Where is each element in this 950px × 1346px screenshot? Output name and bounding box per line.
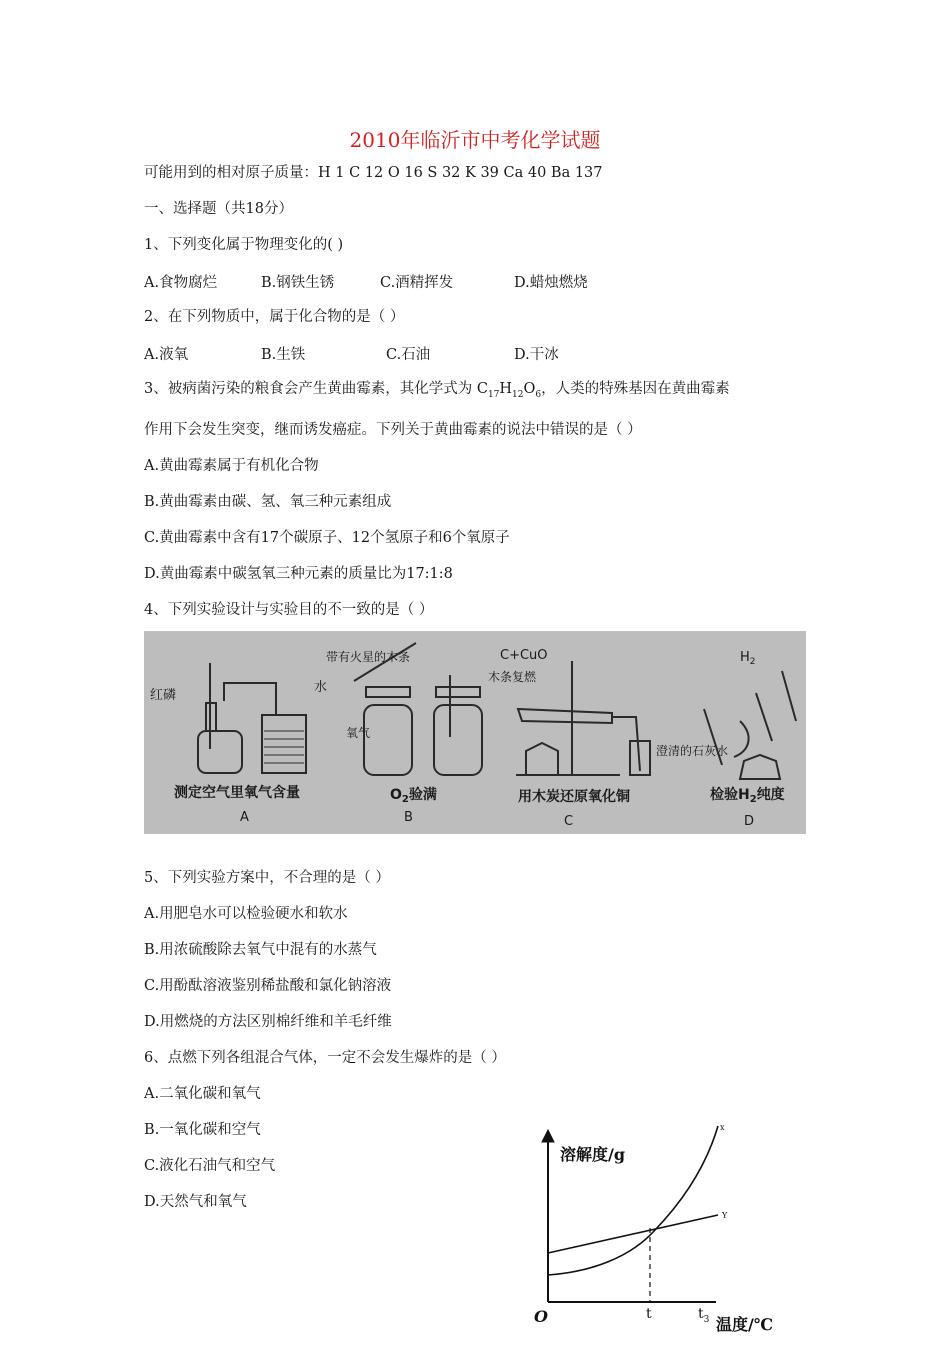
caption-a: 测定空气里氧气含量 xyxy=(174,785,300,801)
y-axis-arrow xyxy=(542,1130,554,1142)
solubility-graph-svg xyxy=(530,1120,800,1342)
graph-tick-t3 xyxy=(698,1306,710,1325)
experiment-illustration xyxy=(144,631,806,834)
q3-option-b: B.黄曲霉素由碳、氢、氧三种元素组成 xyxy=(144,494,392,510)
q5-option-c: C.用酚酞溶液鉴别稀盐酸和氯化钠溶液 xyxy=(144,978,392,994)
label-c-cuo: C+CuO xyxy=(500,648,548,663)
section-heading: 一、选择题（共18分） xyxy=(144,201,293,217)
graph-ylabel: 溶解度/g xyxy=(560,1145,626,1164)
label-limewater: 澄清的石灰水 xyxy=(656,744,729,758)
graph-tick-t3-sub: 3 xyxy=(703,1315,710,1325)
q1-option-b: B.钢铁生锈 xyxy=(261,275,335,291)
page-title: 2010年临沂市中考化学试题 xyxy=(349,128,601,152)
q2-option-a: A.液氧 xyxy=(144,347,189,363)
q6-option-d: D.天然气和氧气 xyxy=(144,1194,247,1210)
q4-stem: 4、下列实验设计与实验目的不一致的是（ ） xyxy=(144,602,434,618)
q3-sub-c: 17 xyxy=(487,389,500,400)
q2-option-b: B.生铁 xyxy=(261,347,306,363)
label-red-phosphorus: 红磷 xyxy=(150,688,177,703)
q3-option-c: C.黄曲霉素中含有17个碳原子、12个氢原子和6个氧原子 xyxy=(144,530,510,546)
q3-option-d: D.黄曲霉素中碳氢氧三种元素的质量比为17:1:8 xyxy=(144,566,453,582)
label-h2-sub: 2 xyxy=(749,657,756,667)
curve-y xyxy=(548,1215,718,1253)
q5-option-b: B.用浓硫酸除去氧气中混有的水蒸气 xyxy=(144,942,377,958)
atomic-masses: 可能用到的相对原子质量：H 1 C 12 O 16 S 32 K 39 Ca 40 Ba 137 xyxy=(144,165,603,181)
q3-stem-line1 xyxy=(144,379,730,405)
label-water: 水 xyxy=(314,680,328,695)
graph-origin: O xyxy=(534,1307,548,1326)
graph-xlabel: 温度/℃ xyxy=(716,1315,774,1334)
q6-stem: 6、点燃下列各组混合气体，一定不会发生爆炸的是（ ） xyxy=(144,1050,506,1066)
graph-tick-t: t xyxy=(646,1306,652,1322)
caption-b-pre: O xyxy=(390,787,402,803)
label-oxygen: 氧气 xyxy=(346,726,371,740)
caption-b-sub: 2 xyxy=(401,794,409,805)
q3-stem-post: ，人类的特殊基因在黄曲霉素 xyxy=(541,381,730,397)
letter-b: B xyxy=(404,810,413,825)
q2-stem: 2、在下列物质中，属于化合物的是（ ） xyxy=(144,309,405,325)
q5-stem: 5、下列实验方案中，不合理的是（ ） xyxy=(144,870,390,886)
q2-option-c: C.石油 xyxy=(386,347,431,363)
caption-b-post: 验满 xyxy=(408,787,437,803)
q6-option-b: B.一氧化碳和空气 xyxy=(144,1122,261,1138)
caption-d-pre: 检验H xyxy=(710,787,750,803)
q3-o: O xyxy=(523,381,536,397)
q1-stem: 1、下列变化属于物理变化的( ) xyxy=(144,237,344,253)
q3-option-a: A.黄曲霉素属于有机化合物 xyxy=(144,458,319,474)
graph-series-y: Y xyxy=(722,1211,728,1220)
q1-option-d: D.蜡烛燃烧 xyxy=(514,275,588,291)
caption-d-post: 纯度 xyxy=(756,787,785,803)
q3-sub-o: 6 xyxy=(535,389,542,400)
q2-options xyxy=(144,343,804,363)
q1-option-a: A.食物腐烂 xyxy=(144,275,218,291)
graph-series-x: x xyxy=(720,1123,725,1132)
q6-option-a: A.二氧化碳和氧气 xyxy=(144,1086,261,1102)
graph-tick-t3-main: t xyxy=(698,1306,704,1322)
label-splint: 带有火星的木条 xyxy=(326,650,411,664)
letter-a: A xyxy=(240,810,249,825)
letter-d: D xyxy=(744,814,755,829)
label-h2-pre: H xyxy=(740,650,750,665)
q3-sub-h: 12 xyxy=(512,389,524,400)
caption-c: 用木炭还原氧化铜 xyxy=(518,789,630,805)
q5-option-a: A.用肥皂水可以检验硬水和软水 xyxy=(144,906,348,922)
q2-option-d: D.干冰 xyxy=(514,347,559,363)
q3-stem-pre: 3、被病菌污染的粮食会产生黄曲霉素，其化学式为 C xyxy=(144,381,488,397)
caption-b xyxy=(390,786,437,805)
q5-option-d: D.用燃烧的方法区别棉纤维和羊毛纤维 xyxy=(144,1014,392,1030)
caption-d xyxy=(710,786,785,805)
solubility-graph xyxy=(530,1120,800,1342)
letter-c: C xyxy=(564,814,574,829)
q1-options xyxy=(144,271,804,291)
q1-option-c: C.酒精挥发 xyxy=(380,275,454,291)
experiment-figure xyxy=(144,631,806,834)
q6-option-c: C.液化石油气和空气 xyxy=(144,1158,276,1174)
q3-stem-line2: 作用下会发生突变，继而诱发癌症。下列关于黄曲霉素的说法中错误的是（ ） xyxy=(144,422,642,438)
caption-d-sub: 2 xyxy=(749,794,757,805)
q3-h: H xyxy=(499,381,513,397)
label-h2 xyxy=(740,650,756,667)
label-relight: 木条复燃 xyxy=(488,670,537,684)
